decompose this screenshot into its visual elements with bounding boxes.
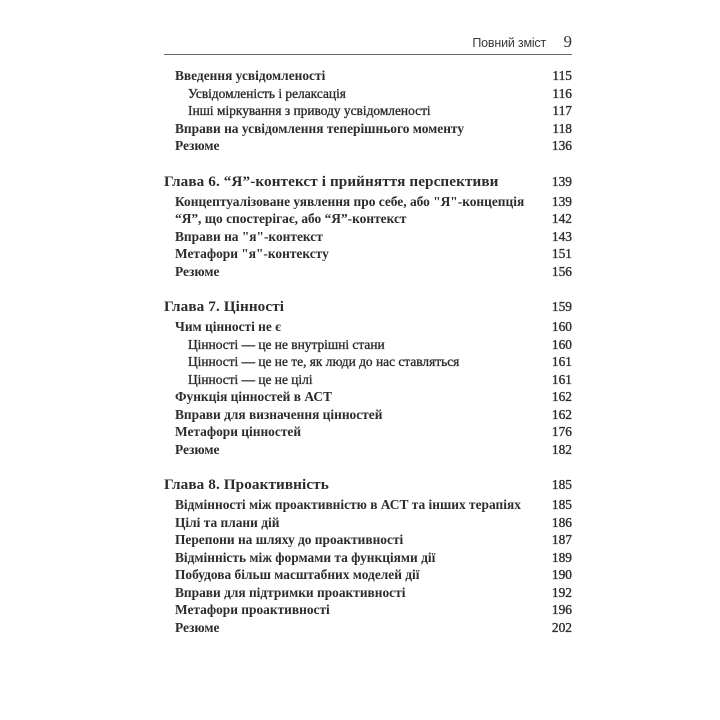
toc-entry-page: 192	[551, 584, 572, 600]
toc-entry-label: Вправи для підтримки проактивності	[175, 584, 406, 600]
toc-section-entry	[164, 388, 572, 406]
toc-section-entry	[164, 137, 572, 155]
toc-entry-label: Відмінності між проактивністю в АСТ та інших терапіях	[175, 497, 521, 512]
toc-section-entry	[164, 245, 572, 263]
toc-entry-label: Резюме	[175, 441, 220, 457]
toc-subsection-entry	[164, 336, 572, 354]
toc-entry-page: 161	[551, 354, 572, 369]
toc-entry-page: 142	[551, 211, 572, 226]
toc-entry-label: Вправи для визначення цінностей	[175, 406, 383, 422]
toc-entry-label: Цінності — це не цілі	[188, 371, 313, 387]
toc-entry-label: Чим цінності не є	[175, 319, 281, 334]
toc-entry-page: 189	[551, 549, 572, 565]
toc-entry-label: Цінності — це не внутрішні стани	[188, 336, 385, 352]
toc-entry-page: 156	[551, 263, 572, 279]
toc-section-entry	[164, 263, 572, 281]
toc-entry-label: Цілі та плани дій	[175, 514, 280, 530]
toc-section-entry	[164, 531, 572, 549]
toc-entry-page: 190	[551, 567, 572, 582]
toc-entry-label: Резюме	[175, 619, 220, 635]
toc-entry-label: “Я”, що спостерігає, або “Я”-контекст	[175, 211, 407, 226]
toc-section-entry	[164, 584, 572, 602]
toc-group	[164, 475, 572, 636]
toc-entry-label: Глава 8. Проактивність	[164, 476, 329, 493]
toc-entry-label: Резюме	[175, 263, 220, 279]
toc-entry-label: Інші міркування з приводу усвідомленості	[188, 103, 431, 118]
page-number: 9	[563, 32, 572, 51]
toc-chapter-heading	[164, 475, 572, 495]
toc-entry-page: 117	[552, 103, 572, 118]
toc-section-entry	[164, 441, 572, 459]
toc-entry-label: Вправи на "я"-контекст	[175, 228, 323, 244]
toc-section-entry	[164, 423, 572, 441]
table-of-contents	[164, 67, 572, 653]
toc-section-entry	[164, 67, 572, 85]
toc-section-entry	[164, 120, 572, 138]
toc-entry-page: 151	[551, 246, 572, 261]
toc-section-entry	[164, 318, 572, 336]
toc-section-entry	[164, 406, 572, 424]
toc-group	[164, 297, 572, 458]
toc-entry-page: 160	[551, 336, 572, 352]
toc-entry-page: 118	[552, 120, 572, 136]
toc-entry-label: Побудова більш масштабних моделей дії	[175, 567, 420, 582]
toc-entry-page: 182	[551, 441, 572, 457]
toc-entry-label: Цінності — це не те, як люди до нас ставляться	[188, 354, 460, 369]
toc-entry-page: 116	[552, 85, 572, 101]
toc-entry-page: 162	[551, 406, 572, 422]
toc-entry-page: 139	[551, 173, 572, 189]
toc-entry-label: Функція цінностей в АСТ	[175, 389, 332, 404]
toc-entry-label: Метафори проактивності	[175, 602, 330, 617]
toc-section-entry	[164, 496, 572, 514]
toc-section-entry	[164, 619, 572, 637]
toc-entry-label: Концептуалізоване уявлення про себе, або "Я"-концепція	[175, 193, 525, 209]
toc-entry-page: 196	[551, 602, 572, 617]
toc-entry-page: 176	[551, 424, 572, 439]
toc-entry-page: 160	[551, 319, 572, 334]
toc-entry-page: 161	[551, 371, 572, 387]
toc-entry-page: 186	[551, 514, 572, 530]
toc-section-entry	[164, 549, 572, 567]
toc-entry-page: 143	[551, 228, 572, 244]
toc-entry-label: Глава 6. “Я”-контекст і прийняття перспективи	[164, 172, 499, 190]
toc-entry-page: 185	[551, 497, 572, 512]
toc-entry-page: 162	[551, 389, 572, 404]
toc-section-entry	[164, 193, 572, 211]
toc-entry-page: 159	[551, 299, 572, 314]
toc-entry-label: Вправи на усвідомлення теперішнього моменту	[175, 120, 465, 136]
toc-chapter-heading	[164, 172, 572, 192]
toc-chapter-heading	[164, 297, 572, 317]
toc-entry-label: Резюме	[175, 138, 220, 153]
toc-section-entry	[164, 210, 572, 228]
toc-entry-page: 139	[551, 193, 572, 209]
toc-entry-page: 185	[551, 477, 572, 492]
toc-group	[164, 67, 572, 155]
toc-subsection-entry	[164, 85, 572, 103]
toc-entry-label: Перепони на шляху до проактивності	[175, 532, 404, 547]
toc-subsection-entry	[164, 371, 572, 389]
toc-group	[164, 172, 572, 281]
toc-entry-label: Введення усвідомленості	[175, 68, 326, 83]
running-head	[164, 34, 572, 55]
toc-section-entry	[164, 228, 572, 246]
toc-section-entry	[164, 514, 572, 532]
toc-entry-label: Глава 7. Цінності	[164, 298, 285, 315]
toc-entry-page: 136	[551, 138, 572, 153]
toc-subsection-entry	[164, 353, 572, 371]
toc-entry-label: Метафори цінностей	[175, 424, 302, 439]
toc-entry-page: 202	[551, 619, 572, 635]
toc-entry-label: Усвідомленість і релаксація	[188, 85, 346, 101]
toc-section-entry	[164, 566, 572, 584]
toc-section-entry	[164, 601, 572, 619]
toc-entry-label: Метафори "я"-контексту	[175, 246, 329, 261]
toc-entry-page: 187	[551, 532, 572, 547]
running-head-title: Повний зміст	[472, 36, 546, 50]
toc-entry-label: Відмінність між формами та функціями дії	[175, 549, 436, 565]
toc-subsection-entry	[164, 102, 572, 120]
toc-entry-page: 115	[552, 68, 572, 83]
